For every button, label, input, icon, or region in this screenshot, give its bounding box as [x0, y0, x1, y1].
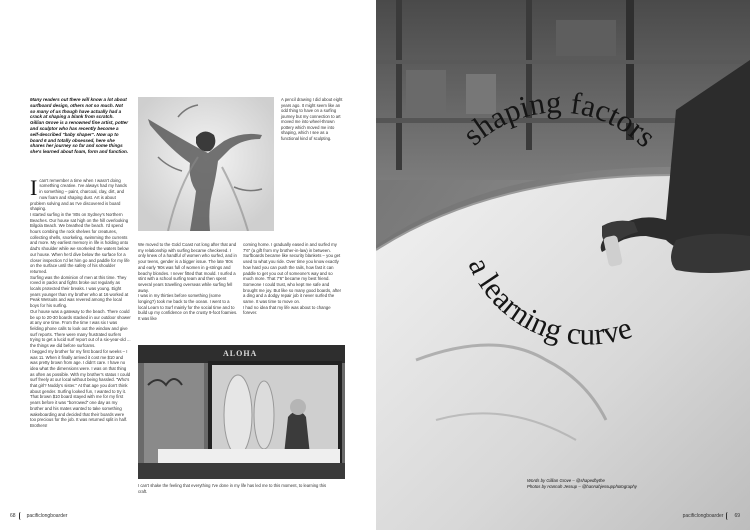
- left-page-number: 68: [10, 513, 16, 519]
- left-brand: pacificlongboarder: [26, 513, 68, 519]
- right-folio: [683, 512, 740, 520]
- longboard-logo-icon: [726, 512, 731, 520]
- body-column-2: We moved to the Gold Coast not long after that and my relationship with surfing became checkered. I only knew of a handful of women who surfed, and in your teens, gender is a bigger issue. The late '80s and early '90s was full of women in g-strings and beachy blondes. I never fitted that mould. I surfed a stint with a school surfing team and then spent several years travelling overseas while surfing fell away. I was in my thirties before something (some longing?) took me back to the ocean. I went to a local Learn to Surf mainly for the social time and to build up my confidence on the crusty 9-foot foamies. It was like: [138, 242, 238, 322]
- body-column-1: [30, 172, 131, 504]
- title-line-1-text: shaping factors: [455, 84, 664, 154]
- shaping-shop-photo: [138, 345, 345, 479]
- pencil-drawing-image: [138, 97, 274, 231]
- pencil-drawing-caption: A pencil drawing I did about eight years ago. It might seem like an odd thing to have on a surfing journey but my connection to art moved me into wheel-thrown pottery which moved me into shaping, which I see as a functional kind of sculpting.: [281, 97, 343, 141]
- longboard-logo-icon: [19, 512, 24, 520]
- body-column-1-text: can't remember a time when I wasn't doing something creative. I've always had my hands in something – paint, charcoal, clay, dirt, and now foam and shaping dust. Art is about problem solving and as I've discovered is board shaping. I started surfing in the '80s on Sydney's Northern Beaches. Our house sat high on the hill overlooking Bilgola Beach. We breathed the beach. I'd spend hours combing the rock shelves for creatures, collecting shells, snorkeling, swimming the currents and more. My earliest memory in life is holding onto dad's shoulder while we snorkeled the waters below our house. When he'd dive below the surface for a closer inspection I'd let him go and paddle for my life on the surface until the safety of his shoulder returned. Surfing was the dominion of men at this time. They roved in packs and fights broke out regularly as locals protected their breaks. I was young. Eight years younger than my brother who at 16 worked at Peak Wetsuits and was revered among the local boys for his surfing. Our house was a gateway to the beach. There could be up to 20-30 boards stacked in our outdoor shower at any one time. From the time I was six I was fielding phone calls to look out the window and give surf reports. There were many frustrated surfers trying to get a lucid surf report out of a six-year-old ... the things we did before surfcams. I begged my brother for my first board for weeks – I was 11. When it finally arrived it cost me $10 and was pretty brown from age. I didn't care. I have no idea what the dimensions were. I was on that thing as often as possible. With my brother's status I could surf freely at our local without being hassled. "Who's that girl? Noddy's sister." At that age you don't think about gender. Surfing looked fun, I wanted to try it. That brown $10 board stayed with me for my first years before it was "borrowed" one day as my brother and his mates wanted to take something wakeboarding and decided that their boards were too precious for the job. It was returned split in half. Brothers!: [30, 177, 131, 428]
- title-line-2: [462, 252, 636, 352]
- drop-cap: I: [30, 174, 38, 200]
- shop-sign: ALOHA: [223, 349, 258, 358]
- right-page-number: 69: [734, 513, 740, 519]
- title-line-2-text: a learning curve: [461, 251, 636, 352]
- words-credit: Words by Gillian Grove – @shapedbythe: [527, 478, 605, 483]
- title-line-1: [456, 84, 664, 154]
- shop-photo-caption: I can't shake the feeling that everything I've done in my life has led me to this moment, to learning this craft.: [138, 483, 327, 494]
- left-folio: [10, 512, 67, 520]
- right-brand: pacificlongboarder: [682, 513, 724, 519]
- right-page: [376, 0, 750, 530]
- photos-credit: Photos by Hannah Jessup – @hannahjessupphotography: [527, 484, 637, 489]
- body-column-3: coming home. I gradually eased in and surfed my 7'6" (a gift from my brother-in-law) in between. Surfboards became like security blankets – you get used to what you ride. Over time you know exactly how hard you can push the rails, how fast it can paddle to get you out of someone's way and so much more. That 7'6" became my best friend. Someone I could trust, who kept me safe and brought me joy. But like so many good boards, after a ding and a dodgy repair job it never surfed the same. It was time to move on. I had no idea that my life was about to change forever.: [243, 242, 342, 316]
- photo-credits: [527, 478, 677, 490]
- title-arcs: [376, 0, 750, 530]
- intro-standfirst: Many readers out there will know a lot about surfboard design, others not so much. Not so many of us though have actually had a crack at shaping a blank from scratch. Gillian Grove is a renowned fine artist, potter and sculptor who has recently become a self-described "baby shaper". Now up to board 6 and totally obsessed, here she shares her journey so far and some things she's learned about foam, form and function.: [30, 97, 129, 155]
